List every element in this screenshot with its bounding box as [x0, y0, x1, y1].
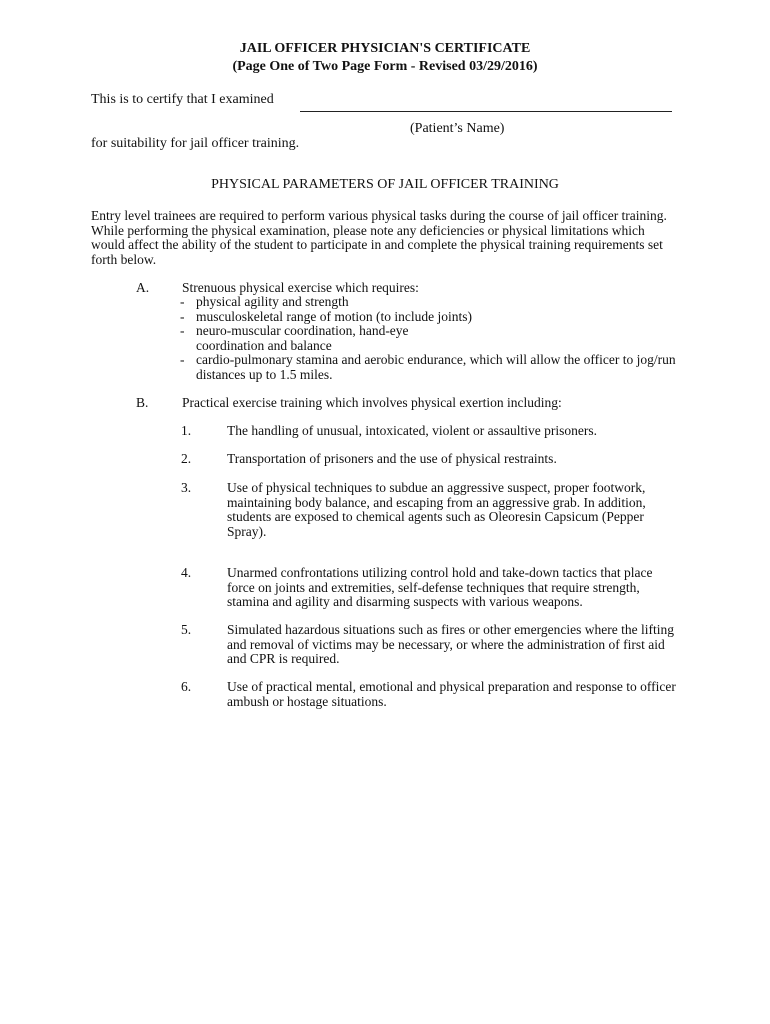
- item-text: Unarmed confrontations utilizing control hold and take-down tactics that place force on joints and extremities, self-defense techniques that require strength, stamina and agility and disarming suspects with various weapons.: [227, 565, 653, 609]
- item-number: 1.: [181, 423, 192, 438]
- item-number: 3.: [181, 480, 192, 495]
- patient-name-line: [300, 111, 672, 112]
- part-a-text: Strenuous physical exercise which requires:: [182, 280, 419, 295]
- document-title: JAIL OFFICER PHYSICIAN'S CERTIFICATE: [239, 41, 531, 56]
- part-b-text: Practical exercise training which involves physical exertion including:: [182, 395, 562, 410]
- item-text: Simulated hazardous situations such as fires or other emergencies where the lifting and removal of victims may be necessary, or where the administration of first aid and CPR is required.: [227, 622, 674, 666]
- item-number: 4.: [181, 565, 192, 580]
- part-a-letter: A.: [136, 280, 150, 295]
- item-number: 5.: [181, 622, 192, 637]
- list-item: - cardio-pulmonary stamina and aerobic endurance, which will allow the officer to jog/run distances up to 1.5 miles.: [180, 352, 676, 382]
- certify-statement: This is to certify that I examined: [91, 92, 274, 107]
- list-item: - neuro-muscular coordination, hand-eye coordination and balance: [180, 323, 409, 353]
- part-b-letter: B.: [136, 395, 149, 410]
- suitability-statement: for suitability for jail officer training.: [91, 136, 300, 151]
- part-a-bullet-list: [180, 295, 680, 382]
- patient-name-caption: (Patient’s Name): [410, 121, 505, 136]
- item-number: 2.: [181, 451, 192, 466]
- list-item: - musculoskeletal range of motion (to include joints): [180, 308, 472, 324]
- item-text: Use of physical techniques to subdue an aggressive suspect, proper footwork, maintaining body balance, and escaping from an aggressive grab. In addition, students are exposed to chemical agents such as Oleoresin Capsicum (Pepper Spray).: [227, 480, 646, 539]
- section-heading: PHYSICAL PARAMETERS OF JAIL OFFICER TRAINING: [211, 177, 559, 192]
- item-text: The handling of unusual, intoxicated, violent or assaultive prisoners.: [227, 423, 598, 438]
- item-text: Transportation of prisoners and the use of physical restraints.: [227, 451, 557, 466]
- intro-paragraph: Entry level trainees are required to perform various physical tasks during the course of jail officer training. While performing the physical examination, please note any deficiencies or physical limitations which would affect the ability of the student to participate in and complete the physical training requirements set forth below.: [91, 208, 667, 267]
- item-text: Use of practical mental, emotional and physical preparation and response to officer ambush or hostage situations.: [227, 679, 676, 709]
- item-number: 6.: [181, 679, 192, 694]
- document-subtitle: (Page One of Two Page Form - Revised 03/29/2016): [232, 59, 538, 74]
- list-item: - physical agility and strength: [180, 294, 349, 309]
